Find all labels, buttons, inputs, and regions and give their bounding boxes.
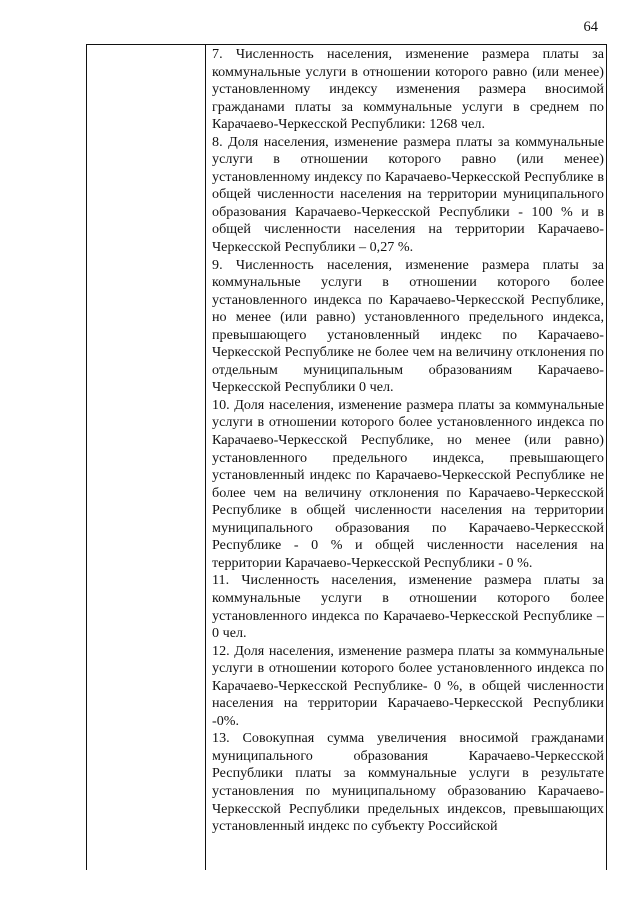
list-item: 13. Совокупная сумма увеличения вносимой гражданами муниципального образования Карачаево-Черкесской Республики платы за коммунальные услуги в результате установления по муниципальному образованию Карачаево-Черкесской Республики предельных индексов, превышающих установленный индекс по субъекту Российской [212, 730, 604, 835]
list-item: 8. Доля населения, изменение размера платы за коммунальные услуги в отношении которого равно (или менее) установленному индексу по Карачаево-Черкесской Республике в общей численности населения на территории муниципального образования Карачаево-Черкесской Республики - 100 % и в общей численности населения на территории Карачаево-Черкесской Республики – 0,27 %. [212, 133, 604, 256]
content-table [86, 44, 607, 870]
list-item: 7. Численность населения, изменение размера платы за коммунальные услуги в отношении которого равно (или менее) установленному индексу изменения размера вносимой гражданами платы за коммунальные услуги в среднем по Карачаево-Черкесской Республики: 1268 чел. [212, 46, 604, 133]
list-item: 11. Численность населения, изменение размера платы за коммунальные услуги в отношении которого более установленного индекса по Карачаево-Черкесской Республике – 0 чел. [212, 572, 604, 642]
list-item: 9. Численность населения, изменение размера платы за коммунальные услуги в отношении которого более установленного индекса по Карачаево-Черкесской Республике, но менее (или равно) установленного предельного индекса, превышающего установленный индекс по Карачаево-Черкесской Республике не более чем на величину отклонения по отдельным муниципальным образованиям Карачаево-Черкесской Республики 0 чел. [212, 256, 604, 396]
table-left-column [87, 45, 206, 870]
table-right-column [206, 45, 606, 870]
list-item: 12. Доля населения, изменение размера платы за коммунальные услуги в отношении которого более установленного индекса по Карачаево-Черкесской Республике- 0 %, в общей численности населения на территории Карачаево-Черкесской Республики -0%. [212, 642, 604, 729]
page-number: 64 [583, 19, 598, 35]
list-item: 10. Доля населения, изменение размера платы за коммунальные услуги в отношении которого более установленного индекса по Карачаево-Черкесской Республике, но менее (или равно) установленного предельного индекса, превышающего установленный индекс по Карачаево-Черкесской Республике не более чем на величину отклонения по Карачаево-Черкесской Республике в общей численности населения на территории муниципального образования по Карачаево-Черкесской Республике - 0 % и общей численности населения на территории Карачаево-Черкесской Республики - 0 %. [212, 396, 604, 571]
